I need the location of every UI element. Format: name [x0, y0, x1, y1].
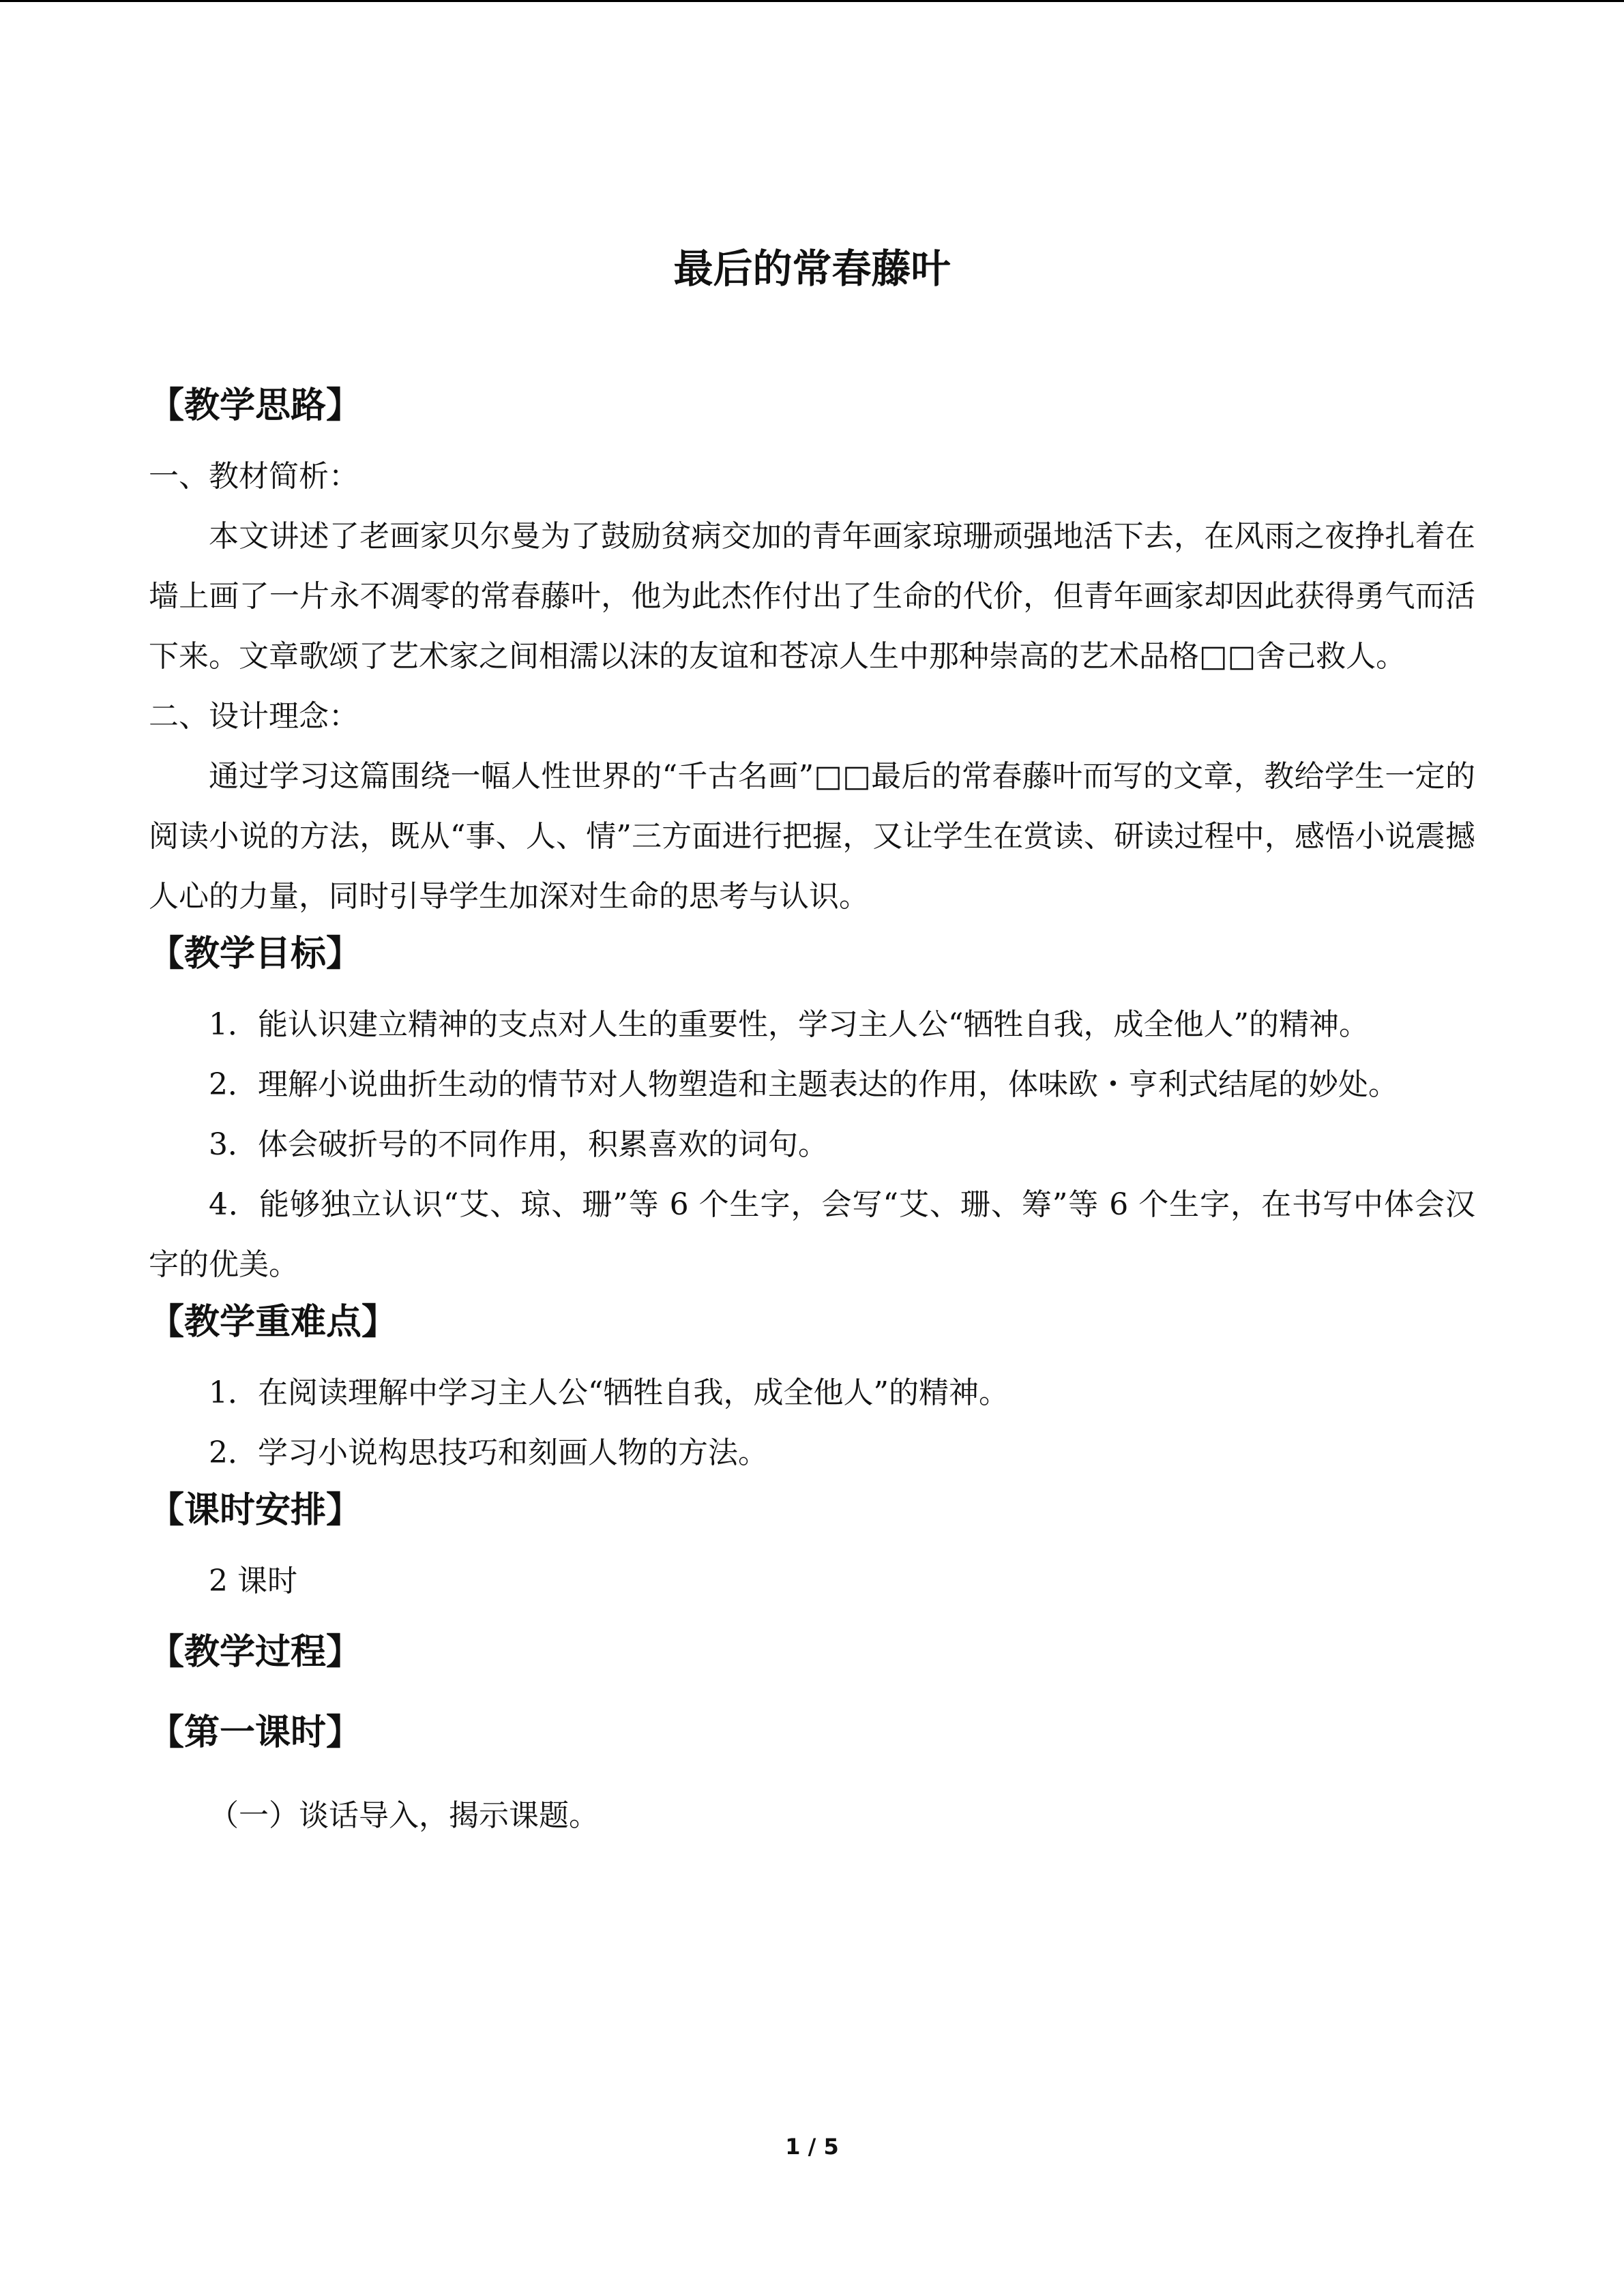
goal-item: 4．能够独立认识“艾、琼、珊”等 6 个生字，会写“艾、珊、筹”等 6 个生字，在书写中体会汉字的优美。 — [149, 1187, 1475, 1282]
paragraph-design-concept: 通过学习这篇围绕一幅人性世界的“千古名画”□□最后的常春藤叶而写的文章，教给学生一定的阅读小说的方法，既从“事、人、情”三方面进行把握，又让学生在赏读、研读过程中，感悟小说震撼人心的力量，同时引导学生加深对生命的思考与认识。 — [149, 759, 1475, 914]
spacer — [149, 1538, 1475, 1551]
heading-first-lesson: 【第一课时】 — [149, 1712, 362, 1753]
spacer — [149, 1350, 1475, 1363]
goal-item: 1．能认识建立精神的支点对人生的重要性，学习主人公“牺牲自我，成全他人”的精神。 — [209, 1007, 1369, 1042]
paragraph-material-analysis: 本文讲述了老画家贝尔曼为了鼓励贫病交加的青年画家琼珊顽强地活下去，在风雨之夜挣扎着在墙上画了一片永不凋零的常春藤叶，他为此杰作付出了生命的代价，但青年画家却因此获得勇气而活下来。文章歌颂了艺术家之间相濡以沫的友谊和苍凉人生中那种崇高的艺术品格□□舍己救人。 — [149, 519, 1475, 674]
goal-item: 3．体会破折号的不同作用，积累喜欢的词句。 — [209, 1127, 828, 1162]
spacer — [149, 433, 1475, 447]
key-point-item: 2．学习小说构思技巧和刻画人物的方法。 — [209, 1435, 768, 1470]
document-title: 最后的常春藤叶 — [673, 245, 951, 292]
schedule-text: 2 课时 — [209, 1564, 297, 1598]
document-body — [149, 378, 1475, 1846]
lesson-step: （一）谈话导入，揭示课题。 — [209, 1798, 599, 1833]
spacer — [149, 981, 1475, 995]
heading-key-points: 【教学重难点】 — [149, 1302, 398, 1343]
key-point-item: 1．在阅读理解中学习主人公“牺牲自我，成全他人”的精神。 — [209, 1375, 1009, 1410]
goal-item: 2．理解小说曲折生动的情节对人物塑造和主题表达的作用，体味欧・亨利式结尾的妙处。 — [209, 1067, 1398, 1102]
subheading-design-concept: 二、设计理念： — [149, 699, 359, 734]
spacer — [149, 1611, 1475, 1625]
page-number: 1 / 5 — [785, 2134, 839, 2160]
spacer — [149, 1760, 1475, 1786]
heading-schedule: 【课时安排】 — [149, 1490, 362, 1531]
heading-teaching-process: 【教学过程】 — [149, 1632, 362, 1673]
top-border-rule — [0, 0, 1624, 2]
heading-teaching-goals: 【教学目标】 — [149, 934, 362, 974]
spacer — [149, 1680, 1475, 1705]
subheading-material-analysis: 一、教材简析： — [149, 459, 359, 494]
heading-teaching-idea: 【教学思路】 — [149, 385, 362, 426]
